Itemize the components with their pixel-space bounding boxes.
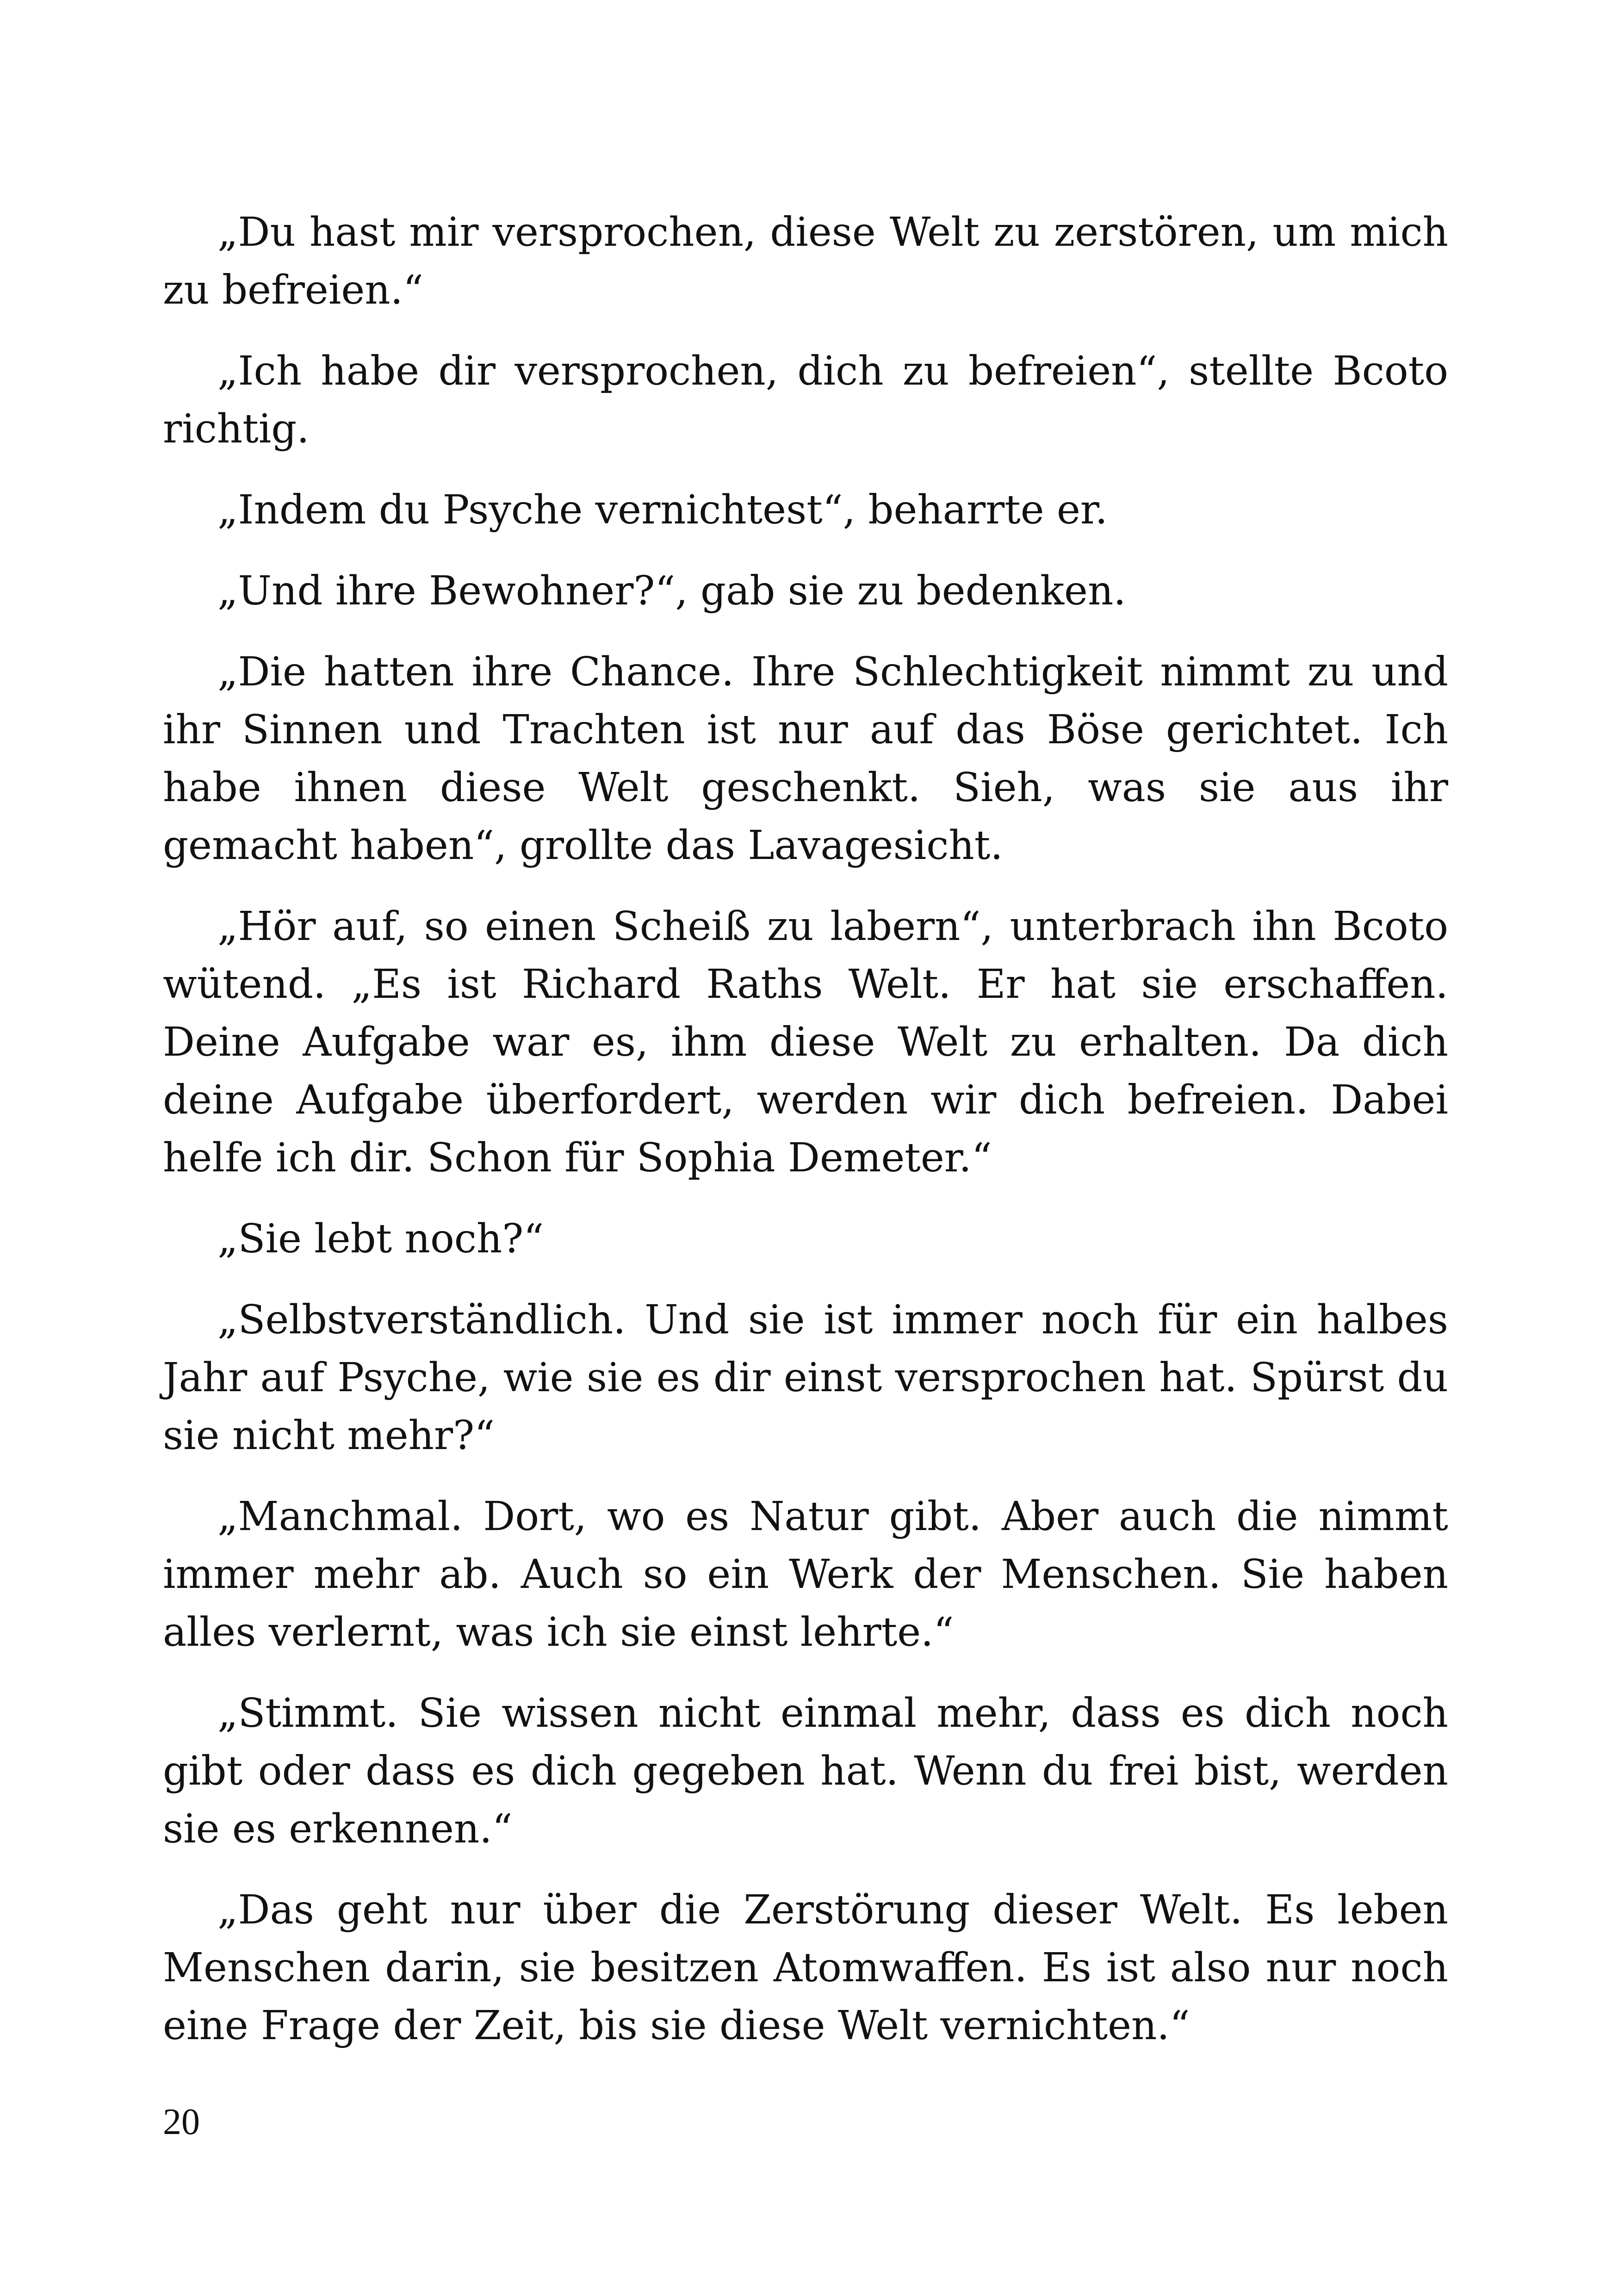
paragraph: „Und ihre Bewohner?“, gab sie zu bedenken. (217, 568, 1126, 614)
page-number: 20 (163, 2102, 200, 2142)
paragraph: „Du hast mir versprochen, diese Welt zu zerstören, um mich zu befreien.“ (163, 209, 1448, 313)
paragraph: „Ich habe dir versprochen, dich zu befreien“, stellte Bcoto richtig. (163, 348, 1448, 452)
body-text (163, 204, 1448, 2055)
paragraph: „Hör auf, so einen Scheiß zu labern“, unterbrach ihn Bcoto wütend. „Es ist Richard Raths Welt. Er hat sie erschaffen. Deine Aufgabe war es, ihm diese Welt zu erhalten. Da dich deine Aufgabe überfordert, werden wir dich befreien. Dabei helfe ich dir. Schon für Sophia Demeter.“ (163, 903, 1448, 1181)
paragraph: „Das geht nur über die Zerstörung dieser Welt. Es leben Menschen darin, sie besitzen Atomwaffen. Es ist also nur noch eine Frage der Zeit, bis sie diese Welt vernichten.“ (163, 1887, 1448, 2049)
paragraph: „Stimmt. Sie wissen nicht einmal mehr, dass es dich noch gibt oder dass es dich gegeben hat. Wenn du frei bist, werden sie es erkennen.“ (163, 1690, 1448, 1852)
paragraph: „Selbstverständlich. Und sie ist immer noch für ein halbes Jahr auf Psyche, wie sie es dir einst versprochen hat. Spürst du sie nicht mehr?“ (163, 1297, 1448, 1459)
paragraph: „Die hatten ihre Chance. Ihre Schlechtigkeit nimmt zu und ihr Sinnen und Trachten ist nur auf das Böse gerichtet. Ich habe ihnen diese Welt geschenkt. Sieh, was sie aus ihr gemacht haben“, grollte das Lavagesicht. (163, 649, 1448, 869)
paragraph: „Indem du Psyche vernichtest“, beharrte er. (217, 487, 1108, 533)
paragraph: „Manchmal. Dort, wo es Natur gibt. Aber auch die nimmt immer mehr ab. Auch so ein Werk der Menschen. Sie haben alles verlernt, was ich sie einst lehrte.“ (163, 1493, 1448, 1655)
paragraph: „Sie lebt noch?“ (217, 1216, 544, 1262)
